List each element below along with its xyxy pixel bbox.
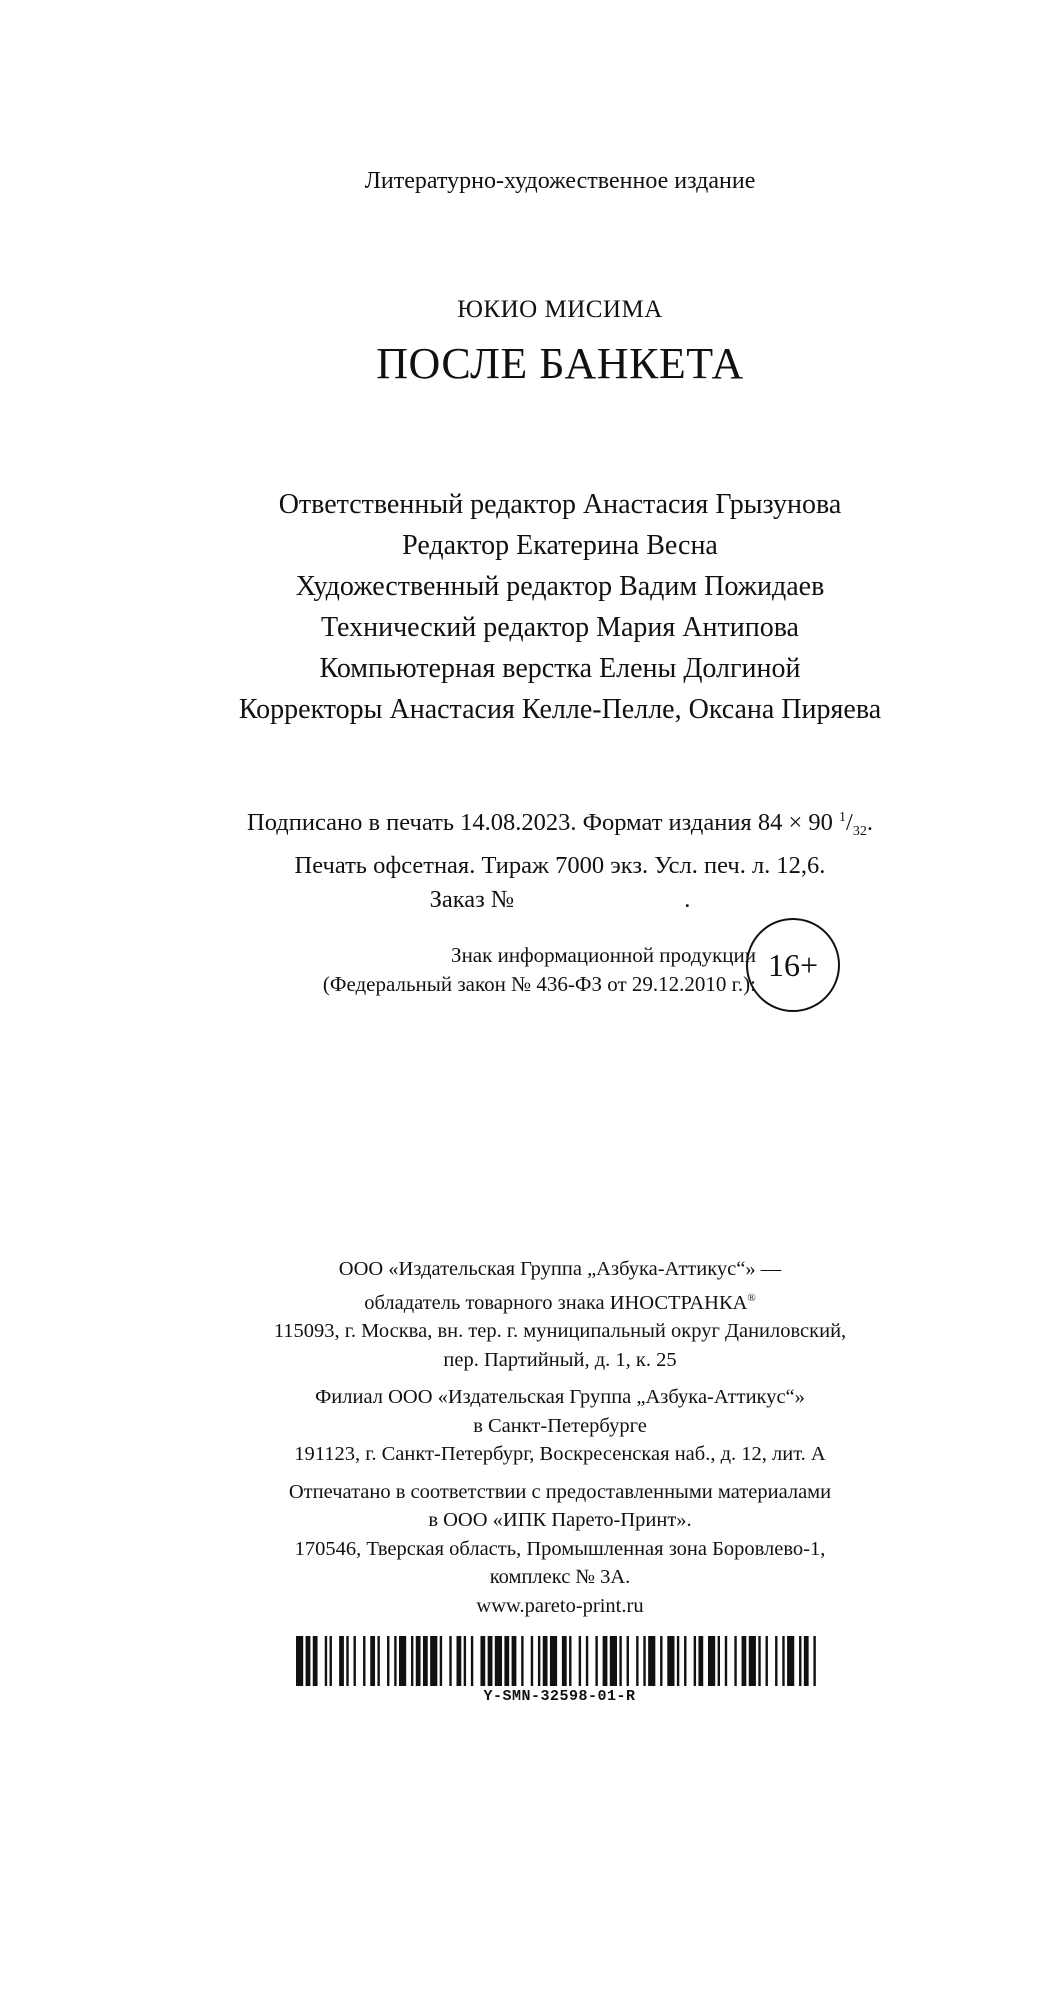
credit-line: Технический редактор Мария Антипова <box>321 612 799 643</box>
barcode-bar <box>610 1636 617 1686</box>
barcode-bar <box>521 1636 523 1686</box>
printer-line: комплекс № 3А. <box>489 1566 631 1588</box>
credit-line: Ответственный редактор Анастасия Грызунова <box>278 489 842 520</box>
barcode-bar <box>353 1636 355 1686</box>
order-label: Заказ № <box>429 886 515 913</box>
barcode-bar <box>586 1636 588 1686</box>
credit-line: Корректоры Анастасия Келле-Пелле, Оксана Пиряева <box>238 694 882 725</box>
barcode-bar <box>339 1636 344 1686</box>
barcode-bar <box>480 1636 485 1686</box>
barcode <box>296 1636 823 1686</box>
barcode-bar <box>804 1636 809 1686</box>
barcode-bar <box>512 1636 517 1686</box>
barcode-bar <box>531 1636 533 1686</box>
print-info <box>0 801 1048 917</box>
signed-line-prefix: Подписано в печать 14.08.2023. Формат издания 84 × 90 <box>247 809 840 836</box>
imprint <box>0 1255 1048 1629</box>
barcode-bar <box>667 1636 674 1686</box>
format-denominator: 32 <box>852 824 867 839</box>
barcode-bar <box>377 1636 379 1686</box>
barcode-bar <box>648 1636 655 1686</box>
branch-line: в Санкт-Петербурге <box>473 1414 647 1437</box>
publisher-line: 115093, г. Москва, вн. тер. г. муниципальный округ Даниловский, <box>273 1320 847 1342</box>
barcode-bar <box>387 1636 389 1686</box>
barcode-bar <box>718 1636 720 1686</box>
signed-line-suffix: . <box>866 809 873 836</box>
barcode-bar <box>330 1636 332 1686</box>
info-product-sign <box>200 941 756 999</box>
barcode-bar <box>495 1636 502 1686</box>
printer-line: в ООО «ИПК Парето-Принт». <box>428 1509 692 1531</box>
barcode-bar <box>296 1636 303 1686</box>
barcode-bar <box>627 1636 629 1686</box>
barcode-bar <box>749 1636 756 1686</box>
barcode-bar <box>562 1636 567 1686</box>
barcode-bar <box>471 1636 473 1686</box>
barcode-bar <box>684 1636 686 1686</box>
signed-line <box>0 801 1048 849</box>
barcode-bar <box>708 1636 715 1686</box>
barcode-bar <box>734 1636 736 1686</box>
barcode-bar <box>457 1636 462 1686</box>
barcode-bar <box>758 1636 760 1686</box>
barcode-bar <box>603 1636 608 1686</box>
barcode-bar <box>306 1636 311 1686</box>
barcode-bar <box>488 1636 493 1686</box>
barcode-bar <box>619 1636 621 1686</box>
barcode-code: Y-SMN-32598-01-R <box>483 1688 636 1705</box>
barcode-bar <box>766 1636 768 1686</box>
barcode-bar <box>742 1636 747 1686</box>
book-author: ЮКИО МИСИМА <box>457 296 663 323</box>
barcode-bar <box>346 1636 348 1686</box>
barcode-bar <box>782 1636 784 1686</box>
barcode-bar <box>595 1636 597 1686</box>
barcode-bar <box>569 1636 571 1686</box>
branch-line: 191123, г. Санкт-Петербург, Воскресенская наб., д. 12, лит. А <box>294 1443 826 1465</box>
barcode-bar <box>423 1636 428 1686</box>
barcode-bar <box>787 1636 794 1686</box>
barcode-bar <box>399 1636 406 1686</box>
credit-line: Редактор Екатерина Весна <box>402 530 718 561</box>
book-title: ПОСЛЕ БАНКЕТА <box>376 339 744 388</box>
printer-website: www.pareto-print.ru <box>476 1594 644 1617</box>
barcode-bar <box>325 1636 327 1686</box>
barcode-bar <box>538 1636 540 1686</box>
publisher-block <box>0 1255 1048 1374</box>
barcode-bar <box>504 1636 509 1686</box>
barcode-bar <box>725 1636 727 1686</box>
printer-line: 170546, Тверская область, Промышленная зона Боровлево-1, <box>294 1537 826 1560</box>
barcode-bar <box>464 1636 466 1686</box>
branch-block <box>0 1383 1048 1469</box>
barcode-bar <box>313 1636 318 1686</box>
registered-mark: ® <box>747 1291 756 1304</box>
barcode-bar <box>449 1636 451 1686</box>
barcode-bar <box>543 1636 548 1686</box>
barcode-bar <box>799 1636 801 1686</box>
barcode-bar <box>643 1636 645 1686</box>
barcode-bar <box>660 1636 662 1686</box>
barcode-bar <box>813 1636 815 1686</box>
barcode-bar <box>636 1636 638 1686</box>
barcode-bar <box>430 1636 437 1686</box>
barcode-bar <box>579 1636 581 1686</box>
publisher-line: ООО «Издательская Группа „Азбука-Аттикус“» — <box>338 1258 782 1280</box>
barcode-bar <box>370 1636 375 1686</box>
order-end: . <box>684 886 691 913</box>
order-line <box>0 883 1048 917</box>
age-rating-badge: 16+ <box>746 918 840 1012</box>
edition-type: Литературно-художественное издание <box>364 168 756 194</box>
publisher-line: пер. Партийный, д. 1, к. 25 <box>443 1348 677 1371</box>
barcode-bar <box>440 1636 442 1686</box>
printer-line: Отпечатано в соответствии с предоставленными материалами <box>288 1480 832 1503</box>
printer-block <box>0 1478 1048 1621</box>
barcode-bar <box>698 1636 703 1686</box>
publisher-line <box>0 1284 1048 1318</box>
barcode-bar <box>416 1636 421 1686</box>
credit-line: Художественный редактор Вадим Пожидаев <box>295 571 825 602</box>
barcode-bar <box>775 1636 777 1686</box>
publisher-trademark: обладатель товарного знака ИНОСТРАНКА <box>364 1291 748 1314</box>
barcode-bar <box>363 1636 365 1686</box>
format-numerator: 1 <box>839 810 847 825</box>
barcode-bar <box>677 1636 679 1686</box>
barcode-bar <box>550 1636 557 1686</box>
barcode-bar <box>394 1636 396 1686</box>
print-line: Печать офсетная. Тираж 7000 экз. Усл. печ. л. 12,6. <box>294 852 826 879</box>
credit-line: Компьютерная верстка Елены Долгиной <box>319 653 801 684</box>
credits-list <box>0 484 1048 730</box>
barcode-bar <box>694 1636 696 1686</box>
barcode-bar <box>411 1636 413 1686</box>
branch-line: Филиал ООО «Издательская Группа „Азбука-Аттикус“» <box>315 1386 805 1408</box>
info-sign-line: Знак информационной продукции <box>451 943 756 967</box>
format-slash: / <box>846 809 853 836</box>
info-sign-law: (Федеральный закон № 436-ФЗ от 29.12.2010 г.): <box>322 972 756 996</box>
